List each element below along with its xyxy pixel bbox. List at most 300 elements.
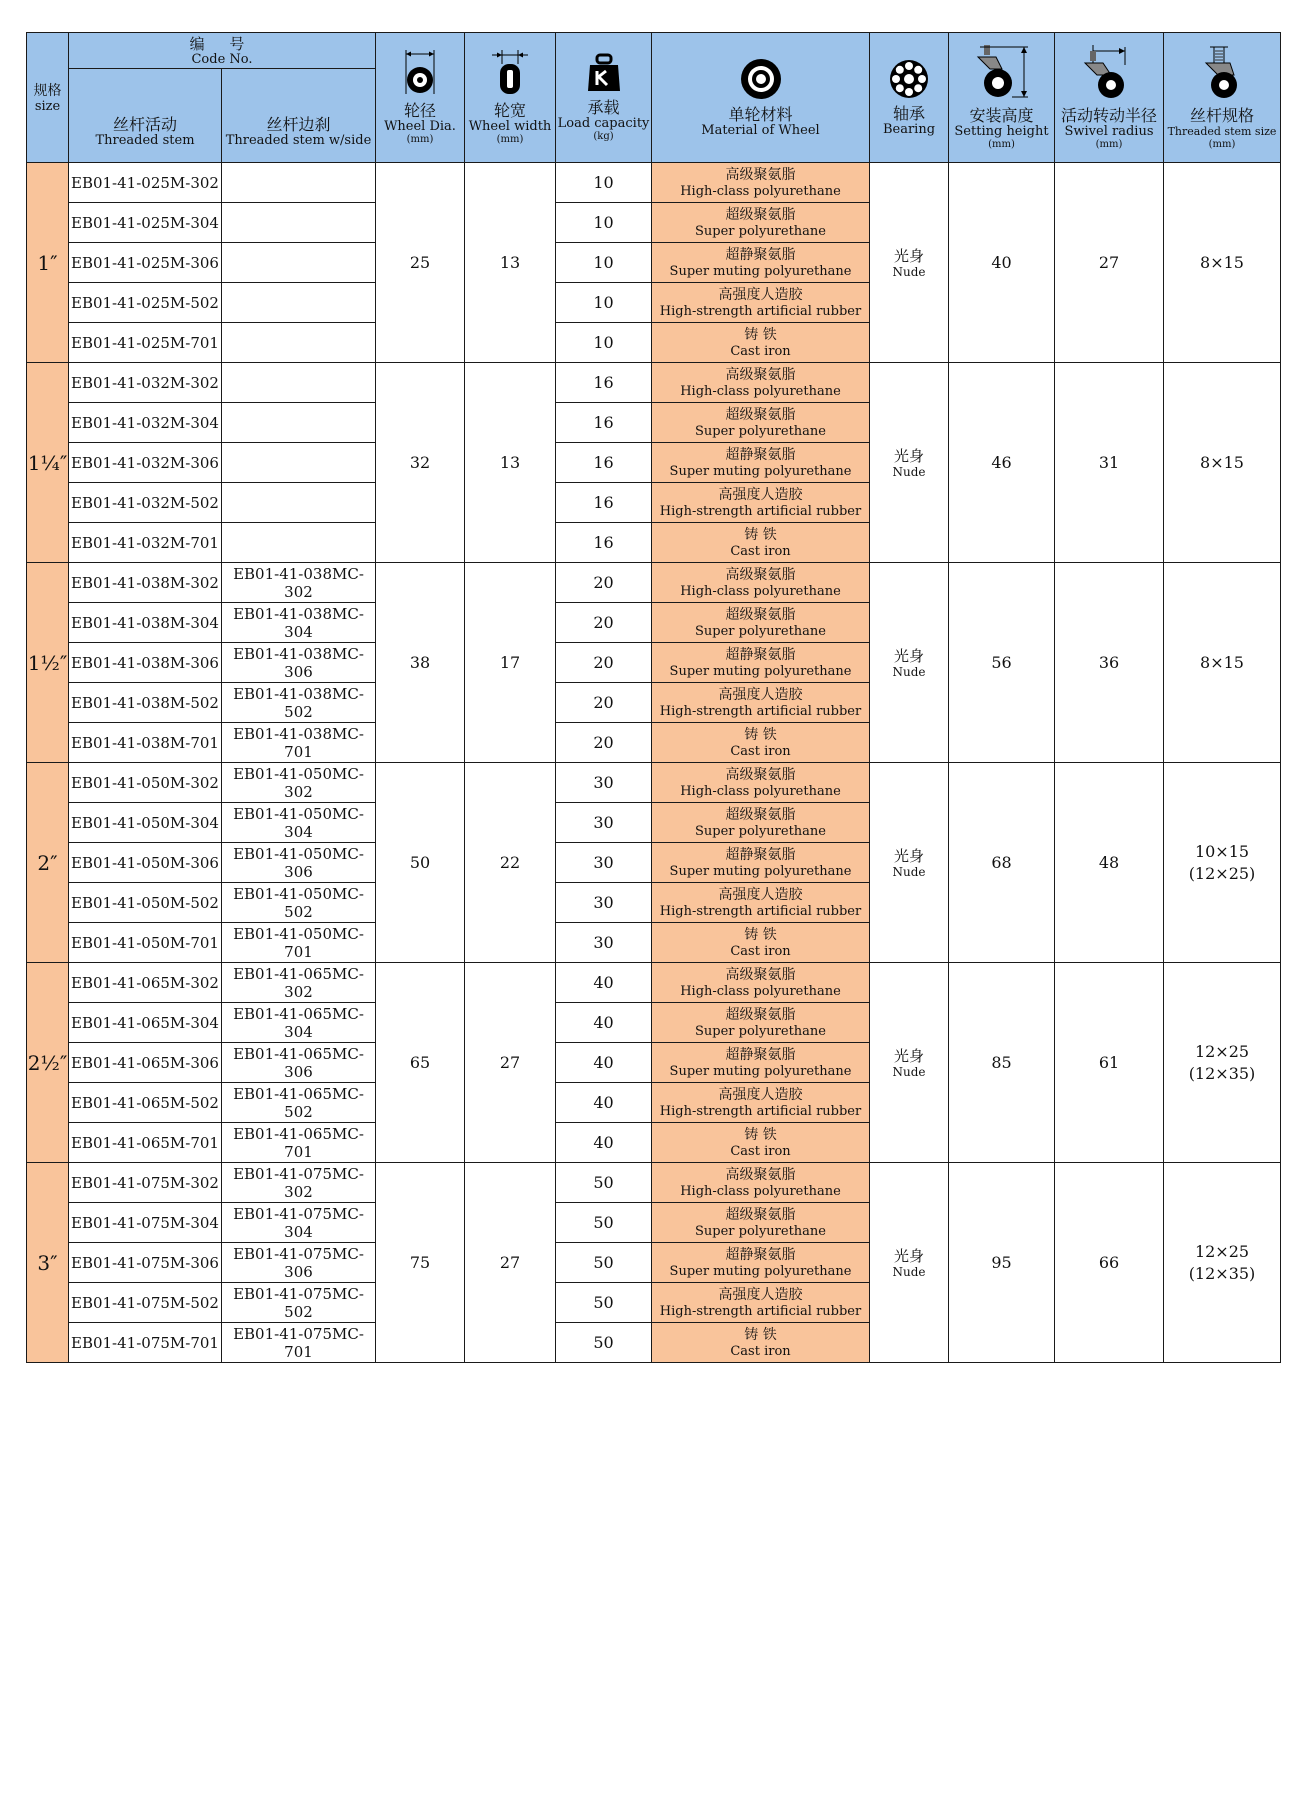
side-code-cell bbox=[222, 163, 376, 203]
bearing-icon bbox=[889, 59, 929, 99]
stem-size-header bbox=[1164, 33, 1281, 163]
material-cell bbox=[652, 643, 870, 683]
setting-height-cell: 46 bbox=[949, 363, 1055, 563]
material-cell bbox=[652, 1243, 870, 1283]
side-code-cell: EB01-41-075MC-304 bbox=[222, 1203, 376, 1243]
material-cell bbox=[652, 363, 870, 403]
material-zh: 超级聚氨脂 bbox=[725, 606, 796, 623]
material-zh: 高强度人造胶 bbox=[718, 886, 803, 903]
material-en: Super muting polyurethane bbox=[669, 663, 852, 679]
stem-size-cell bbox=[1164, 363, 1281, 563]
material-zh: 铸 铁 bbox=[744, 1126, 777, 1143]
code-cell: EB01-41-075M-502 bbox=[69, 1283, 222, 1323]
wheel-dia-cell: 38 bbox=[376, 563, 465, 763]
bearing-cell bbox=[870, 763, 949, 963]
stem-size-cell bbox=[1164, 1163, 1281, 1363]
material-en: High-class polyurethane bbox=[680, 983, 841, 999]
load-cell: 50 bbox=[556, 1323, 652, 1363]
material-zh: 铸 铁 bbox=[744, 526, 777, 543]
material-zh: 铸 铁 bbox=[744, 326, 777, 343]
material-zh: 单轮材料 bbox=[728, 104, 793, 124]
code-cell: EB01-41-050M-701 bbox=[69, 923, 222, 963]
load-cell: 50 bbox=[556, 1283, 652, 1323]
size-header-en: size bbox=[34, 98, 61, 114]
code-cell: EB01-41-075M-306 bbox=[69, 1243, 222, 1283]
code-cell: EB01-41-050M-306 bbox=[69, 843, 222, 883]
code-cell: EB01-41-075M-302 bbox=[69, 1163, 222, 1203]
stem-size-value: 8×15 bbox=[1200, 252, 1244, 272]
load-cell: 20 bbox=[556, 563, 652, 603]
code-cell: EB01-41-065M-304 bbox=[69, 1003, 222, 1043]
wheel-width-cell: 27 bbox=[465, 1163, 556, 1363]
material-zh: 高级聚氨脂 bbox=[725, 366, 796, 383]
side-code-cell bbox=[222, 483, 376, 523]
code-cell: EB01-41-050M-502 bbox=[69, 883, 222, 923]
material-en: Super muting polyurethane bbox=[669, 463, 852, 479]
load-cell: 16 bbox=[556, 483, 652, 523]
code-cell: EB01-41-032M-701 bbox=[69, 523, 222, 563]
code-cell: EB01-41-025M-701 bbox=[69, 323, 222, 363]
material-zh: 超静聚氨脂 bbox=[725, 646, 796, 663]
swivel-radius-cell: 66 bbox=[1055, 1163, 1164, 1363]
material-en: High-strength artificial rubber bbox=[659, 903, 862, 919]
bearing-zh: 光身 bbox=[893, 246, 924, 265]
bearing-en: Nude bbox=[892, 264, 926, 279]
material-cell bbox=[652, 763, 870, 803]
wheel-width-cell: 27 bbox=[465, 963, 556, 1163]
table-row bbox=[27, 763, 1281, 803]
code-cell: EB01-41-050M-302 bbox=[69, 763, 222, 803]
material-header bbox=[652, 33, 870, 163]
material-zh: 超级聚氨脂 bbox=[725, 1206, 796, 1223]
setting-height-cell: 68 bbox=[949, 763, 1055, 963]
material-cell bbox=[652, 1163, 870, 1203]
load-cell: 10 bbox=[556, 203, 652, 243]
code-cell: EB01-41-032M-304 bbox=[69, 403, 222, 443]
wheel-width-zh: 轮宽 bbox=[493, 101, 526, 120]
material-en: Super muting polyurethane bbox=[669, 263, 852, 279]
load-cell: 50 bbox=[556, 1243, 652, 1283]
load-cell: 16 bbox=[556, 363, 652, 403]
wheel-icon bbox=[740, 58, 782, 100]
side-code-cell bbox=[222, 523, 376, 563]
caster-spec-table bbox=[26, 32, 1281, 1363]
stem-size-value: 8×15 bbox=[1200, 652, 1244, 672]
material-en: Cast iron bbox=[730, 743, 791, 759]
material-cell bbox=[652, 1123, 870, 1163]
side-code-cell: EB01-41-038MC-502 bbox=[222, 683, 376, 723]
load-cell: 20 bbox=[556, 603, 652, 643]
bearing-en: Bearing bbox=[882, 121, 936, 137]
bearing-en: Nude bbox=[892, 1264, 926, 1279]
material-en: High-class polyurethane bbox=[680, 783, 841, 799]
wheel-dia-en: Wheel Dia. bbox=[384, 119, 456, 134]
code-cell: EB01-41-038M-502 bbox=[69, 683, 222, 723]
load-cell: 20 bbox=[556, 643, 652, 683]
size-header bbox=[27, 33, 69, 163]
wheel-width-icon bbox=[490, 50, 530, 96]
stem-size-zh: 丝杆规格 bbox=[1189, 106, 1254, 125]
wheel-dia-cell: 32 bbox=[376, 363, 465, 563]
load-cell: 20 bbox=[556, 683, 652, 723]
setting-height-cell: 95 bbox=[949, 1163, 1055, 1363]
stem-size-cell bbox=[1164, 163, 1281, 363]
material-en: Super polyurethane bbox=[695, 1223, 826, 1239]
bearing-zh: 光身 bbox=[893, 846, 924, 865]
setting-height-cell: 40 bbox=[949, 163, 1055, 363]
wheel-dia-zh: 轮径 bbox=[403, 101, 436, 120]
wheel-width-en: Wheel width bbox=[468, 119, 552, 134]
material-zh: 高级聚氨脂 bbox=[725, 966, 796, 983]
load-cell: 50 bbox=[556, 1203, 652, 1243]
threaded-stem-en: Threaded stem bbox=[95, 133, 195, 148]
material-cell bbox=[652, 1203, 870, 1243]
threaded-stem-header bbox=[69, 69, 222, 163]
bearing-zh: 光身 bbox=[893, 1046, 924, 1065]
material-cell bbox=[652, 1043, 870, 1083]
wheel-width-cell: 13 bbox=[465, 363, 556, 563]
code-cell: EB01-41-025M-502 bbox=[69, 283, 222, 323]
load-en: Load capacity bbox=[557, 116, 650, 131]
side-code-cell bbox=[222, 243, 376, 283]
table-header bbox=[27, 33, 1281, 163]
load-cell: 10 bbox=[556, 283, 652, 323]
material-en: Super polyurethane bbox=[695, 423, 826, 439]
material-cell bbox=[652, 683, 870, 723]
material-en: High-strength artificial rubber bbox=[659, 703, 862, 719]
load-header bbox=[556, 33, 652, 163]
stem-size-value: 12×25 bbox=[1194, 1041, 1250, 1061]
setting-height-zh: 安装高度 bbox=[969, 106, 1034, 125]
swivel-radius-zh: 活动转动半径 bbox=[1060, 106, 1157, 125]
stem-size-en: Threaded stem size bbox=[1167, 125, 1277, 138]
material-zh: 铸 铁 bbox=[744, 1326, 777, 1343]
material-zh: 高强度人造胶 bbox=[718, 1286, 803, 1303]
material-en: High-class polyurethane bbox=[680, 383, 841, 399]
swivel-radius-cell: 31 bbox=[1055, 363, 1164, 563]
load-cell: 10 bbox=[556, 323, 652, 363]
code-cell: EB01-41-065M-302 bbox=[69, 963, 222, 1003]
wheel-diameter-icon bbox=[402, 50, 438, 96]
material-cell bbox=[652, 723, 870, 763]
side-code-cell: EB01-41-065MC-304 bbox=[222, 1003, 376, 1043]
material-cell bbox=[652, 243, 870, 283]
threaded-stem-side-en: Threaded stem w/side bbox=[225, 133, 372, 148]
material-zh: 超级聚氨脂 bbox=[725, 206, 796, 223]
load-cell: 16 bbox=[556, 523, 652, 563]
code-cell: EB01-41-025M-306 bbox=[69, 243, 222, 283]
size-header-zh: 规格 bbox=[33, 82, 62, 99]
material-cell bbox=[652, 1323, 870, 1363]
material-cell bbox=[652, 963, 870, 1003]
material-cell bbox=[652, 163, 870, 203]
side-code-cell: EB01-41-065MC-302 bbox=[222, 963, 376, 1003]
material-en: Cast iron bbox=[730, 343, 791, 359]
bearing-en: Nude bbox=[892, 464, 926, 479]
load-cell: 30 bbox=[556, 883, 652, 923]
material-cell bbox=[652, 323, 870, 363]
swivel-radius-cell: 36 bbox=[1055, 563, 1164, 763]
bearing-cell bbox=[870, 563, 949, 763]
size-cell: 2½″ bbox=[27, 963, 69, 1163]
side-code-cell: EB01-41-038MC-306 bbox=[222, 643, 376, 683]
material-cell bbox=[652, 563, 870, 603]
code-cell: EB01-41-038M-701 bbox=[69, 723, 222, 763]
side-code-cell bbox=[222, 323, 376, 363]
load-cell: 10 bbox=[556, 163, 652, 203]
code-cell: EB01-41-075M-701 bbox=[69, 1323, 222, 1363]
side-code-cell: EB01-41-038MC-304 bbox=[222, 603, 376, 643]
material-zh: 超级聚氨脂 bbox=[725, 406, 796, 423]
load-unit: (kg) bbox=[593, 131, 614, 142]
threaded-stem-side-zh: 丝杆边刹 bbox=[266, 115, 331, 134]
material-zh: 高强度人造胶 bbox=[718, 686, 803, 703]
code-cell: EB01-41-065M-502 bbox=[69, 1083, 222, 1123]
setting-height-cell: 56 bbox=[949, 563, 1055, 763]
side-code-cell: EB01-41-050MC-304 bbox=[222, 803, 376, 843]
code-cell: EB01-41-065M-701 bbox=[69, 1123, 222, 1163]
side-code-cell bbox=[222, 283, 376, 323]
material-zh: 高级聚氨脂 bbox=[725, 1166, 796, 1183]
code-header-en: Code No. bbox=[191, 51, 253, 67]
material-cell bbox=[652, 403, 870, 443]
size-cell: 2″ bbox=[27, 763, 69, 963]
bearing-en: Nude bbox=[892, 864, 926, 879]
bearing-zh: 轴承 bbox=[892, 103, 925, 123]
weight-icon bbox=[586, 53, 622, 93]
material-cell bbox=[652, 803, 870, 843]
stem-size-unit: (mm) bbox=[1208, 139, 1236, 150]
code-header bbox=[69, 33, 376, 69]
swivel-radius-unit: (mm) bbox=[1095, 139, 1123, 150]
material-en: High-class polyurethane bbox=[680, 1183, 841, 1199]
wheel-dia-header bbox=[376, 33, 465, 163]
material-zh: 铸 铁 bbox=[744, 926, 777, 943]
code-cell: EB01-41-075M-304 bbox=[69, 1203, 222, 1243]
load-cell: 50 bbox=[556, 1163, 652, 1203]
side-code-cell: EB01-41-050MC-701 bbox=[222, 923, 376, 963]
threaded-stem-zh: 丝杆活动 bbox=[112, 115, 177, 134]
material-cell bbox=[652, 483, 870, 523]
table-row bbox=[27, 163, 1281, 203]
load-cell: 30 bbox=[556, 763, 652, 803]
material-zh: 高强度人造胶 bbox=[718, 486, 803, 503]
material-en: Super muting polyurethane bbox=[669, 1263, 852, 1279]
side-code-cell: EB01-41-050MC-502 bbox=[222, 883, 376, 923]
material-en: High-strength artificial rubber bbox=[659, 303, 862, 319]
bearing-cell bbox=[870, 963, 949, 1163]
bearing-en: Nude bbox=[892, 664, 926, 679]
side-code-cell bbox=[222, 443, 376, 483]
material-cell bbox=[652, 1083, 870, 1123]
swivel-radius-cell: 27 bbox=[1055, 163, 1164, 363]
material-zh: 超静聚氨脂 bbox=[725, 246, 796, 263]
side-code-cell: EB01-41-075MC-701 bbox=[222, 1323, 376, 1363]
bearing-header bbox=[870, 33, 949, 163]
wheel-dia-cell: 50 bbox=[376, 763, 465, 963]
material-cell bbox=[652, 923, 870, 963]
wheel-width-header bbox=[465, 33, 556, 163]
material-en: Cast iron bbox=[730, 1343, 791, 1359]
load-zh: 承载 bbox=[587, 98, 620, 117]
material-cell bbox=[652, 1283, 870, 1323]
setting-height-header bbox=[949, 33, 1055, 163]
side-code-cell: EB01-41-050MC-306 bbox=[222, 843, 376, 883]
bearing-cell bbox=[870, 1163, 949, 1363]
material-zh: 高级聚氨脂 bbox=[725, 566, 796, 583]
material-en: High-class polyurethane bbox=[680, 583, 841, 599]
load-cell: 40 bbox=[556, 1003, 652, 1043]
material-en: Super polyurethane bbox=[695, 823, 826, 839]
swivel-radius-header bbox=[1055, 33, 1164, 163]
wheel-dia-unit: (mm) bbox=[406, 134, 434, 145]
material-cell bbox=[652, 203, 870, 243]
stem-size-value: (12×35) bbox=[1188, 1263, 1256, 1283]
code-cell: EB01-41-038M-306 bbox=[69, 643, 222, 683]
material-cell bbox=[652, 603, 870, 643]
code-cell: EB01-41-025M-302 bbox=[69, 163, 222, 203]
material-en: Super polyurethane bbox=[695, 223, 826, 239]
bearing-cell bbox=[870, 163, 949, 363]
side-code-cell: EB01-41-075MC-302 bbox=[222, 1163, 376, 1203]
side-code-cell: EB01-41-075MC-306 bbox=[222, 1243, 376, 1283]
material-zh: 超级聚氨脂 bbox=[725, 1006, 796, 1023]
table-body bbox=[27, 163, 1281, 1363]
caster-height-icon bbox=[972, 45, 1032, 101]
material-en: Super muting polyurethane bbox=[669, 1063, 852, 1079]
side-code-cell: EB01-41-050MC-302 bbox=[222, 763, 376, 803]
material-cell bbox=[652, 843, 870, 883]
size-cell: 3″ bbox=[27, 1163, 69, 1363]
code-cell: EB01-41-065M-306 bbox=[69, 1043, 222, 1083]
swivel-radius-cell: 48 bbox=[1055, 763, 1164, 963]
setting-height-en: Setting height bbox=[954, 124, 1049, 139]
material-zh: 高强度人造胶 bbox=[718, 1086, 803, 1103]
code-header-zh: 编 号 bbox=[189, 34, 255, 53]
wheel-width-cell: 22 bbox=[465, 763, 556, 963]
material-en: Cast iron bbox=[730, 1143, 791, 1159]
load-cell: 16 bbox=[556, 403, 652, 443]
setting-height-cell: 85 bbox=[949, 963, 1055, 1163]
material-en: High-strength artificial rubber bbox=[659, 1103, 862, 1119]
load-cell: 16 bbox=[556, 443, 652, 483]
table-row bbox=[27, 363, 1281, 403]
setting-height-unit: (mm) bbox=[988, 139, 1015, 150]
material-zh: 超级聚氨脂 bbox=[725, 806, 796, 823]
stem-size-cell bbox=[1164, 963, 1281, 1163]
material-en: Material of Wheel bbox=[701, 122, 820, 138]
size-cell: 1″ bbox=[27, 163, 69, 363]
stem-size-cell bbox=[1164, 563, 1281, 763]
threaded-stem-icon bbox=[1194, 45, 1250, 101]
load-cell: 30 bbox=[556, 803, 652, 843]
threaded-stem-side-header bbox=[222, 69, 376, 163]
table-row bbox=[27, 1163, 1281, 1203]
material-cell bbox=[652, 523, 870, 563]
bearing-zh: 光身 bbox=[893, 1246, 924, 1265]
material-zh: 高级聚氨脂 bbox=[725, 166, 796, 183]
size-cell: 1½″ bbox=[27, 563, 69, 763]
material-cell bbox=[652, 283, 870, 323]
material-cell bbox=[652, 443, 870, 483]
code-cell: EB01-41-032M-502 bbox=[69, 483, 222, 523]
material-en: High-class polyurethane bbox=[680, 183, 841, 199]
side-code-cell bbox=[222, 363, 376, 403]
material-en: Cast iron bbox=[730, 943, 791, 959]
side-code-cell bbox=[222, 403, 376, 443]
side-code-cell: EB01-41-065MC-701 bbox=[222, 1123, 376, 1163]
material-zh: 超静聚氨脂 bbox=[725, 846, 796, 863]
code-cell: EB01-41-038M-304 bbox=[69, 603, 222, 643]
stem-size-value: 10×15 bbox=[1194, 841, 1250, 861]
material-en: High-strength artificial rubber bbox=[659, 1303, 862, 1319]
material-en: Super muting polyurethane bbox=[669, 863, 852, 879]
swivel-radius-en: Swivel radius bbox=[1064, 124, 1154, 139]
stem-size-value: 12×25 bbox=[1194, 1241, 1250, 1261]
bearing-zh: 光身 bbox=[893, 446, 924, 465]
side-code-cell: EB01-41-038MC-701 bbox=[222, 723, 376, 763]
wheel-dia-cell: 65 bbox=[376, 963, 465, 1163]
wheel-width-cell: 13 bbox=[465, 163, 556, 363]
wheel-width-unit: (mm) bbox=[496, 134, 524, 145]
wheel-dia-cell: 75 bbox=[376, 1163, 465, 1363]
side-code-cell bbox=[222, 203, 376, 243]
wheel-width-cell: 17 bbox=[465, 563, 556, 763]
code-cell: EB01-41-050M-304 bbox=[69, 803, 222, 843]
material-zh: 超静聚氨脂 bbox=[725, 1046, 796, 1063]
load-cell: 40 bbox=[556, 963, 652, 1003]
load-cell: 30 bbox=[556, 843, 652, 883]
load-cell: 20 bbox=[556, 723, 652, 763]
material-zh: 超静聚氨脂 bbox=[725, 446, 796, 463]
bearing-zh: 光身 bbox=[893, 646, 924, 665]
material-zh: 铸 铁 bbox=[744, 726, 777, 743]
wheel-dia-cell: 25 bbox=[376, 163, 465, 363]
stem-size-value: (12×25) bbox=[1188, 863, 1256, 883]
stem-size-cell bbox=[1164, 763, 1281, 963]
side-code-cell: EB01-41-065MC-502 bbox=[222, 1083, 376, 1123]
table-row bbox=[27, 563, 1281, 603]
material-cell bbox=[652, 883, 870, 923]
material-en: Cast iron bbox=[730, 543, 791, 559]
material-zh: 高强度人造胶 bbox=[718, 286, 803, 303]
material-zh: 超静聚氨脂 bbox=[725, 1246, 796, 1263]
side-code-cell: EB01-41-065MC-306 bbox=[222, 1043, 376, 1083]
code-cell: EB01-41-032M-306 bbox=[69, 443, 222, 483]
side-code-cell: EB01-41-075MC-502 bbox=[222, 1283, 376, 1323]
load-cell: 40 bbox=[556, 1123, 652, 1163]
load-cell: 10 bbox=[556, 243, 652, 283]
stem-size-value: (12×35) bbox=[1188, 1063, 1256, 1083]
code-cell: EB01-41-038M-302 bbox=[69, 563, 222, 603]
material-en: Super polyurethane bbox=[695, 1023, 826, 1039]
material-en: High-strength artificial rubber bbox=[659, 503, 862, 519]
load-cell: 30 bbox=[556, 923, 652, 963]
stem-size-value: 8×15 bbox=[1200, 452, 1244, 472]
table-row bbox=[27, 963, 1281, 1003]
load-cell: 40 bbox=[556, 1083, 652, 1123]
code-cell: EB01-41-025M-304 bbox=[69, 203, 222, 243]
material-en: Super polyurethane bbox=[695, 623, 826, 639]
load-cell: 40 bbox=[556, 1043, 652, 1083]
size-cell: 1¼″ bbox=[27, 363, 69, 563]
material-zh: 高级聚氨脂 bbox=[725, 766, 796, 783]
bearing-cell bbox=[870, 363, 949, 563]
side-code-cell: EB01-41-038MC-302 bbox=[222, 563, 376, 603]
code-cell: EB01-41-032M-302 bbox=[69, 363, 222, 403]
bearing-en: Nude bbox=[892, 1064, 926, 1079]
material-cell bbox=[652, 1003, 870, 1043]
